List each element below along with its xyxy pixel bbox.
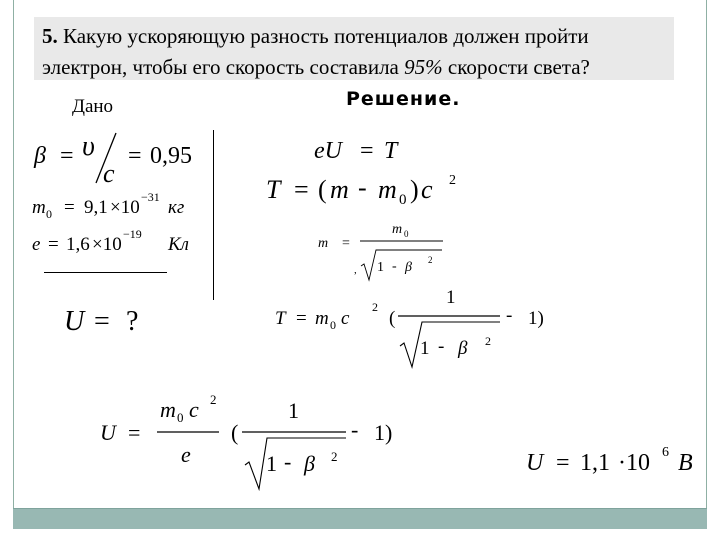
unknown-mark: ?	[126, 306, 139, 337]
svg-text:T: T	[266, 175, 281, 204]
svg-text:0: 0	[330, 318, 336, 332]
svg-text:×10: ×10	[110, 197, 140, 218]
given-mass-value: 9,1	[84, 197, 108, 218]
svg-text:=: =	[128, 143, 142, 169]
svg-text:2: 2	[210, 392, 217, 407]
svg-text:=: =	[360, 138, 374, 164]
svg-text:eU: eU	[314, 138, 342, 164]
given-beta-value: 0,95	[150, 143, 192, 169]
svg-text:=: =	[48, 234, 59, 255]
given-title: Дано	[72, 96, 114, 117]
svg-text:υ: υ	[82, 131, 95, 162]
svg-text:β: β	[458, 338, 468, 359]
problem-text-start: Какую ускоряющую разность потенциалов должен пройти электрон, чтобы его скорость составила	[42, 24, 589, 79]
given-charge-unit: Кл	[168, 234, 189, 255]
svg-text:1: 1	[446, 287, 456, 308]
svg-text:T: T	[384, 138, 398, 164]
svg-text:-: -	[358, 173, 367, 202]
svg-text:-: -	[506, 305, 513, 326]
svg-text:с: с	[421, 175, 433, 204]
svg-text:=: =	[556, 450, 570, 476]
svg-text:×10: ×10	[92, 234, 122, 255]
svg-text:e: e	[32, 234, 41, 255]
svg-text:1: 1	[266, 451, 277, 476]
svg-text:-: -	[284, 449, 292, 474]
svg-text:-: -	[438, 336, 445, 357]
formula-relativistic-mass	[318, 222, 443, 280]
svg-text:): )	[410, 175, 419, 204]
svg-text:U: U	[100, 420, 116, 445]
given-mass-formula	[32, 190, 184, 221]
problem-text-end: скорости света?	[442, 55, 590, 79]
svg-text:(: (	[389, 308, 396, 329]
svg-text:U: U	[526, 450, 544, 476]
svg-text:2: 2	[428, 255, 433, 265]
svg-text:1: 1	[377, 260, 384, 275]
svg-text:·10: ·10	[618, 450, 650, 476]
svg-text:2: 2	[372, 300, 378, 314]
given-charge-formula	[32, 227, 189, 255]
answer-value: 1,1	[580, 450, 610, 476]
svg-text:m: m	[330, 175, 349, 204]
svg-text:e: e	[181, 442, 191, 467]
svg-text:1: 1	[288, 398, 299, 423]
svg-text:=: =	[64, 197, 75, 218]
svg-text:β: β	[34, 143, 46, 169]
svg-text:0: 0	[404, 229, 409, 239]
svg-text:m: m	[392, 222, 403, 237]
svg-text:m: m	[160, 397, 176, 422]
svg-text:1): 1)	[374, 420, 393, 445]
given-mass-unit: кг	[168, 197, 185, 218]
svg-text:-: -	[351, 417, 359, 442]
svg-text:β: β	[405, 260, 412, 275]
svg-text:2: 2	[485, 334, 491, 348]
answer-formula	[526, 445, 693, 476]
svg-text:=: =	[60, 143, 74, 169]
solution-title: Решение.	[346, 88, 461, 110]
formula-eu-t	[314, 138, 399, 164]
svg-text:(: (	[231, 420, 239, 445]
svg-text:2: 2	[449, 173, 456, 188]
svg-text:1): 1)	[528, 308, 544, 329]
svg-text:m: m	[378, 175, 397, 204]
answer-unit: В	[678, 450, 693, 476]
problem-percent: 95%	[404, 55, 443, 79]
svg-text:β: β	[304, 451, 315, 476]
svg-text:=: =	[94, 306, 110, 337]
svg-text:0: 0	[177, 410, 184, 425]
given-beta-formula	[33, 131, 192, 188]
svg-text:2: 2	[331, 449, 338, 464]
problem-number: 5.	[42, 24, 58, 48]
formula-kinetic-energy	[266, 173, 456, 208]
given-charge-exponent: −19	[123, 227, 142, 241]
svg-text:с: с	[341, 308, 350, 329]
formula-kinetic-energy-relativistic	[275, 287, 544, 367]
svg-text:U: U	[64, 306, 85, 337]
answer-exponent: 6	[662, 445, 669, 460]
svg-text:=: =	[294, 175, 309, 204]
svg-text:с: с	[189, 397, 199, 422]
svg-text:m: m	[318, 236, 329, 251]
svg-text:0: 0	[399, 192, 407, 208]
unknown-formula	[64, 306, 138, 337]
svg-text:=: =	[128, 420, 141, 445]
svg-text:0: 0	[46, 207, 52, 221]
svg-text:T: T	[275, 308, 286, 329]
svg-text:=: =	[342, 236, 350, 251]
svg-text:-: -	[392, 259, 397, 274]
given-mass-exponent: −31	[141, 190, 160, 204]
svg-text:m: m	[32, 197, 46, 218]
svg-text:m: m	[315, 308, 329, 329]
formula-voltage	[100, 392, 392, 489]
svg-text:с: с	[103, 159, 115, 188]
svg-text:(: (	[318, 175, 327, 204]
svg-text:=: =	[296, 308, 307, 329]
given-charge-value: 1,6	[66, 234, 90, 255]
svg-text:,: ,	[354, 264, 357, 276]
svg-text:1: 1	[420, 338, 430, 359]
